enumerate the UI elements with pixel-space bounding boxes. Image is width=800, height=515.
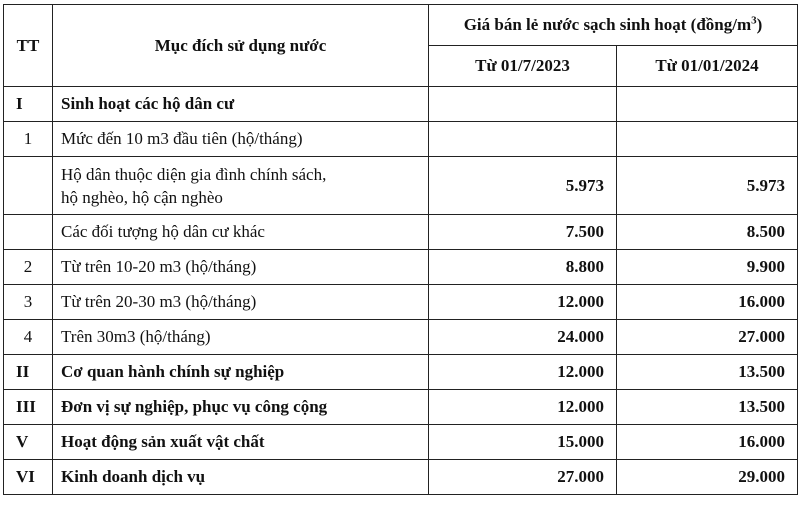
table-row: [4, 250, 798, 285]
row-price-2023: 27.000: [429, 460, 617, 495]
table-row: [4, 122, 798, 157]
header-tt: TT: [4, 5, 53, 87]
row-label: Trên 30m3 (hộ/tháng): [53, 320, 429, 355]
row-label: Hoạt động sản xuất vật chất: [53, 425, 429, 460]
row-price-2024: 13.500: [617, 390, 798, 425]
header-price-group-sup: 3: [751, 14, 757, 27]
row-price-2024: [617, 87, 798, 122]
header-col-2023: Từ 01/7/2023: [429, 46, 617, 87]
header-purpose: Mục đích sử dụng nước: [53, 5, 429, 87]
row-price-2023: 12.000: [429, 355, 617, 390]
row-label: Cơ quan hành chính sự nghiệp: [53, 355, 429, 390]
row-price-2024: 27.000: [617, 320, 798, 355]
table-row: [4, 87, 798, 122]
row-label-line-2: hộ nghèo, hộ cận nghèo: [61, 187, 223, 207]
row-price-2024: 16.000: [617, 425, 798, 460]
row-tt: III: [4, 390, 53, 425]
row-label: Kinh doanh dịch vụ: [53, 460, 429, 495]
row-tt: VI: [4, 460, 53, 495]
row-price-2024: 5.973: [617, 157, 798, 215]
table-row: [4, 425, 798, 460]
row-price-2024: 13.500: [617, 355, 798, 390]
table-row: [4, 157, 798, 215]
row-price-2023: 5.973: [429, 157, 617, 215]
row-label: Đơn vị sự nghiệp, phục vụ công cộng: [53, 390, 429, 425]
row-tt: 4: [4, 320, 53, 355]
row-label: Từ trên 10-20 m3 (hộ/tháng): [53, 250, 429, 285]
row-price-2023: 8.800: [429, 250, 617, 285]
row-price-2023: 7.500: [429, 215, 617, 250]
row-tt: II: [4, 355, 53, 390]
row-label: Từ trên 20-30 m3 (hộ/tháng): [53, 285, 429, 320]
row-price-2023: [429, 122, 617, 157]
row-label: Các đối tượng hộ dân cư khác: [53, 215, 429, 250]
row-price-2023: 15.000: [429, 425, 617, 460]
header-price-group-text: Giá bán lẻ nước sạch sinh hoạt (đồng/m: [463, 15, 752, 34]
row-tt: V: [4, 425, 53, 460]
row-price-2024: [617, 122, 798, 157]
row-label: [53, 157, 429, 215]
row-label: Sinh hoạt các hộ dân cư: [53, 87, 429, 122]
header-price-group: [429, 5, 798, 46]
water-price-table: [3, 4, 798, 495]
row-price-2024: 8.500: [617, 215, 798, 250]
row-price-2024: 9.900: [617, 250, 798, 285]
table-row: [4, 285, 798, 320]
table-row: [4, 320, 798, 355]
row-tt: 2: [4, 250, 53, 285]
header-col-2024: Từ 01/01/2024: [617, 46, 798, 87]
row-tt: 3: [4, 285, 53, 320]
header-row-1: [4, 5, 798, 46]
header-price-group-end: ): [756, 15, 763, 34]
row-price-2023: 12.000: [429, 285, 617, 320]
table-row: [4, 215, 798, 250]
row-price-2023: [429, 87, 617, 122]
row-tt: [4, 215, 53, 250]
row-label-line-1: Hộ dân thuộc diện gia đình chính sách,: [61, 164, 327, 184]
row-tt: I: [4, 87, 53, 122]
table-row: [4, 355, 798, 390]
table-row: [4, 460, 798, 495]
row-label: Mức đến 10 m3 đầu tiên (hộ/tháng): [53, 122, 429, 157]
row-price-2024: 29.000: [617, 460, 798, 495]
table-row: [4, 390, 798, 425]
row-price-2023: 12.000: [429, 390, 617, 425]
row-price-2024: 16.000: [617, 285, 798, 320]
row-tt: 1: [4, 122, 53, 157]
row-tt: [4, 157, 53, 215]
row-price-2023: 24.000: [429, 320, 617, 355]
